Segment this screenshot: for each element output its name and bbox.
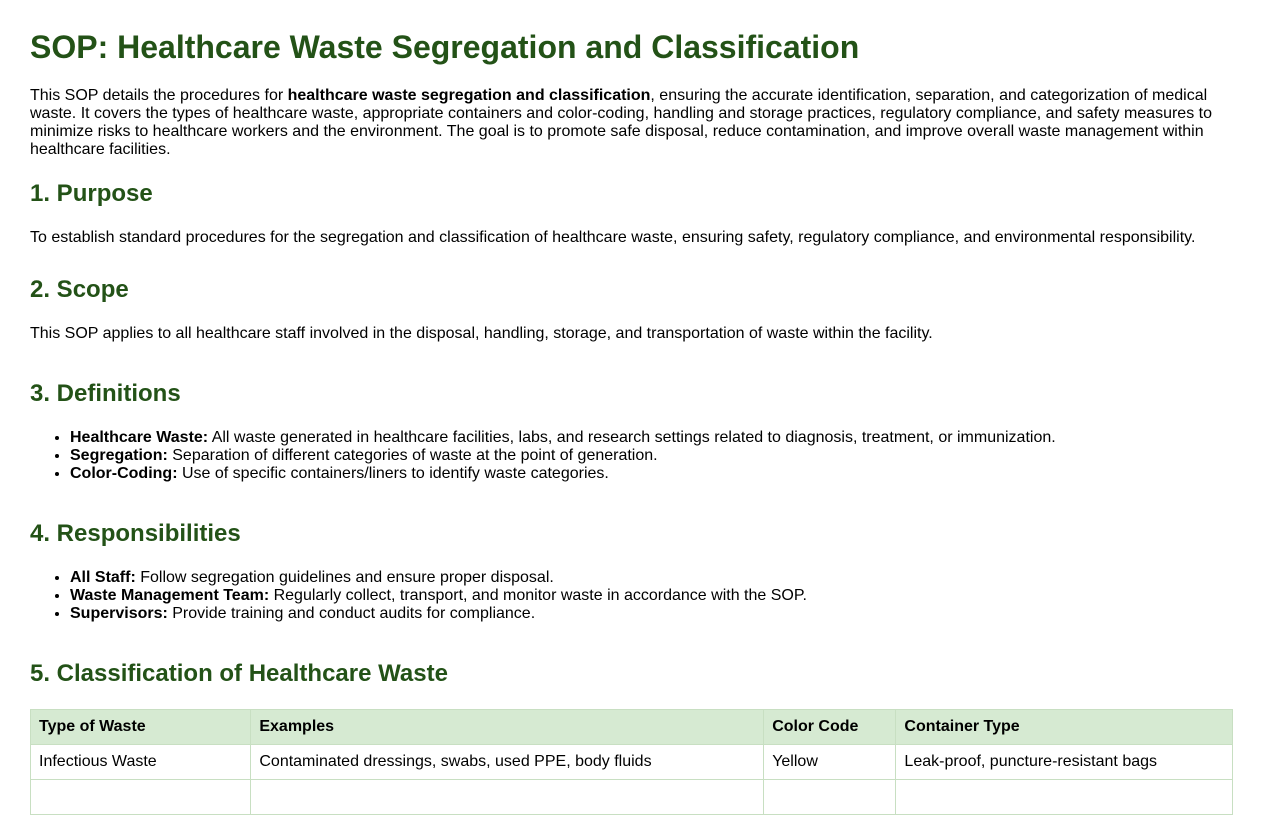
- definition-desc: All waste generated in healthcare facilities, labs, and research settings related to diagnosis, treatment, or immunization.: [208, 429, 1056, 446]
- purpose-text: To establish standard procedures for the segregation and classification of healthcare waste, ensuring safety, regulatory compliance, and environmental responsibility.: [30, 229, 1196, 246]
- responsibility-desc: Follow segregation guidelines and ensure proper disposal.: [135, 569, 554, 586]
- responsibilities-heading: 4. Responsibilities: [30, 520, 241, 547]
- cell-container: Leak-proof, puncture-resistant bags: [896, 745, 1233, 780]
- cell-empty: [764, 780, 896, 815]
- cell-empty: [251, 780, 764, 815]
- classification-heading: 5. Classification of Healthcare Waste: [30, 660, 448, 687]
- column-header-examples: Examples: [251, 710, 764, 745]
- purpose-heading: 1. Purpose: [30, 180, 153, 207]
- document-page: [30, 0, 1233, 815]
- cell-empty: [31, 780, 251, 815]
- definitions-list: [30, 429, 1233, 483]
- intro-paragraph: [30, 87, 1233, 159]
- intro-text-bold: healthcare waste segregation and classification: [287, 87, 651, 104]
- responsibility-term: Waste Management Team:: [70, 587, 270, 604]
- definition-term: Color-Coding:: [70, 465, 178, 482]
- responsibility-desc: Provide training and conduct audits for compliance.: [167, 605, 536, 622]
- definition-item: [70, 447, 1233, 465]
- classification-table: [30, 709, 1233, 815]
- intro-text-before: This SOP details the procedures for: [30, 87, 288, 104]
- responsibility-item: [70, 605, 1233, 623]
- definition-term: Segregation:: [70, 447, 168, 464]
- definition-desc: Separation of different categories of waste at the point of generation.: [167, 447, 658, 464]
- definition-desc: Use of specific containers/liners to identify waste categories.: [177, 465, 609, 482]
- responsibility-item: [70, 569, 1233, 587]
- scope-heading: 2. Scope: [30, 276, 129, 303]
- page-title: SOP: Healthcare Waste Segregation and Classification: [30, 29, 860, 65]
- responsibilities-list: [30, 569, 1233, 623]
- table-row: [31, 745, 1233, 780]
- responsibility-desc: Regularly collect, transport, and monitor waste in accordance with the SOP.: [269, 587, 807, 604]
- table-row: [31, 780, 1233, 815]
- definition-item: [70, 465, 1233, 483]
- cell-empty: [896, 780, 1233, 815]
- cell-color-code: Yellow: [764, 745, 896, 780]
- responsibility-item: [70, 587, 1233, 605]
- intro-text-after: , ensuring the accurate identification, separation, and categorization of medical waste. It covers the types of healthcare waste, appropriate containers and color-coding, handling and storage practices, regulatory compliance, and safety measures to minimize risks to healthcare workers and the environment. The goal is to promote safe disposal, reduce contamination, and improve overall waste management within healthcare facilities.: [30, 87, 1212, 158]
- cell-examples: Contaminated dressings, swabs, used PPE, body fluids: [251, 745, 764, 780]
- definition-item: [70, 429, 1233, 447]
- classification-table-wrapper: [30, 709, 1233, 815]
- column-header-container: Container Type: [896, 710, 1233, 745]
- responsibility-term: Supervisors:: [70, 605, 168, 622]
- column-header-type: Type of Waste: [31, 710, 251, 745]
- column-header-color-code: Color Code: [764, 710, 896, 745]
- cell-type: Infectious Waste: [31, 745, 251, 780]
- definitions-heading: 3. Definitions: [30, 380, 181, 407]
- table-header-row: [31, 710, 1233, 745]
- responsibility-term: All Staff:: [70, 569, 136, 586]
- scope-text: This SOP applies to all healthcare staff involved in the disposal, handling, storage, and transportation of waste within the facility.: [30, 325, 933, 342]
- definition-term: Healthcare Waste:: [70, 429, 209, 446]
